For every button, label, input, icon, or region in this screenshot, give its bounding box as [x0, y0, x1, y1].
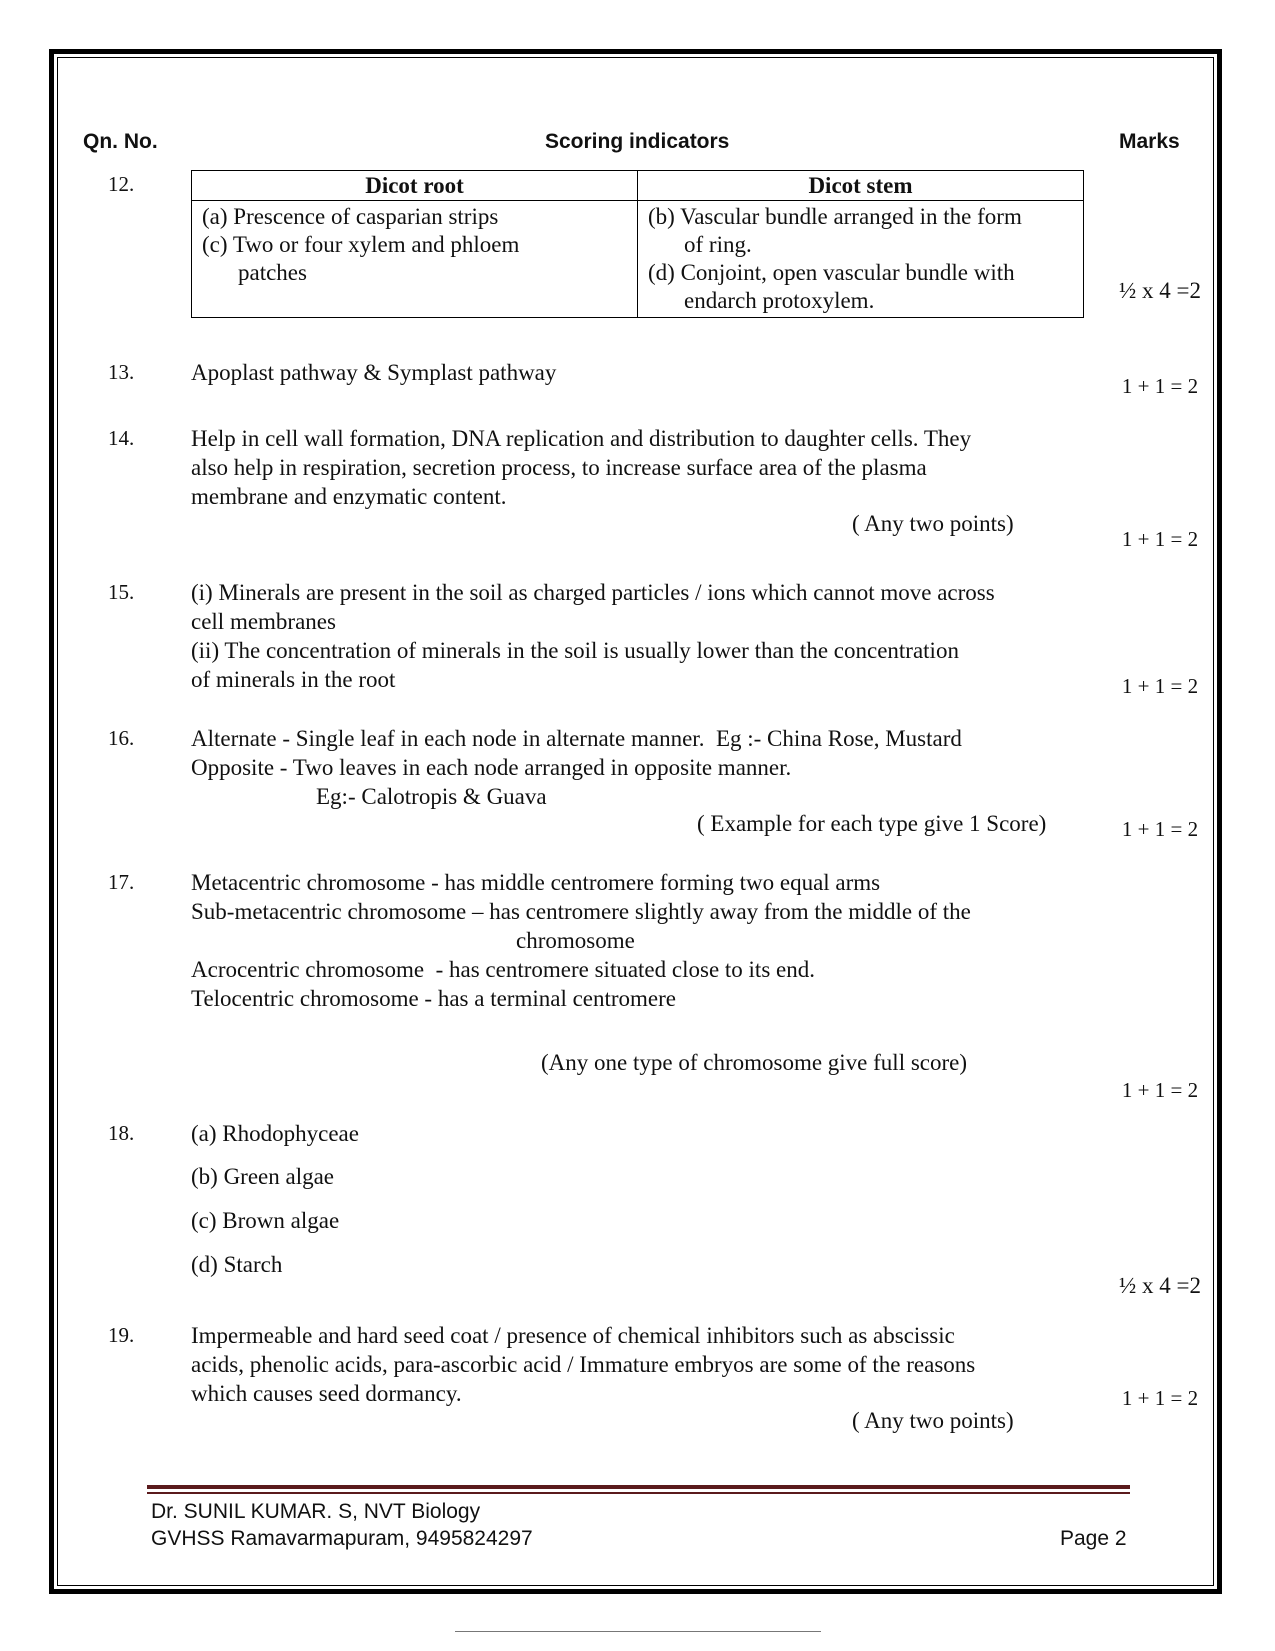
marks-19: 1 + 1 = 2	[1121, 1386, 1199, 1410]
marks-17: 1 + 1 = 2	[1121, 1078, 1199, 1102]
answer-17-line-4: Acrocentric chromosome - has centromere situated close to its end.	[191, 957, 815, 982]
dicot-stem-cell	[638, 201, 1084, 318]
dicot-comparison-table	[191, 170, 1084, 318]
answer-19-line-1: Impermeable and hard seed coat / presence of chemical inhibitors such as abscissic	[191, 1323, 955, 1348]
qn-no-header: Qn. No.	[83, 130, 158, 153]
note-14: ( Any two points)	[852, 511, 1014, 536]
cell-line: patches	[238, 260, 307, 285]
cell-line: (d) Conjoint, open vascular bundle with	[648, 260, 1015, 285]
answer-16-line-1: Alternate - Single leaf in each node in alternate manner. Eg :- China Rose, Mustard	[191, 726, 962, 751]
answer-17-line-5: Telocentric chromosome - has a terminal centromere	[191, 986, 677, 1011]
cell-line: (c) Two or four xylem and phloem	[202, 232, 520, 257]
question-number-19: 19.	[108, 1323, 135, 1347]
marks-18: ½ x 4 =2	[1119, 1273, 1201, 1298]
table-header-dicot-root: Dicot root	[192, 171, 638, 201]
question-number-16: 16.	[108, 726, 135, 750]
footer-rule-thin	[147, 1492, 1130, 1494]
question-number-15: 15.	[108, 580, 135, 604]
answer-18-item-b: (b) Green algae	[191, 1164, 335, 1189]
answer-16-line-2: Opposite - Two leaves in each node arranged in opposite manner.	[191, 755, 792, 780]
cell-line: endarch protoxylem.	[684, 288, 875, 313]
scoring-indicators-header: Scoring indicators	[545, 130, 730, 153]
answer-19-line-3: which causes seed dormancy.	[191, 1381, 462, 1406]
answer-14-line-3: membrane and enzymatic content.	[191, 484, 507, 509]
question-number-13: 13.	[108, 360, 135, 384]
answer-16-line-3: Eg:- Calotropis & Guava	[316, 784, 547, 809]
answer-15-line-4: of minerals in the root	[191, 667, 396, 692]
answer-18-item-a: (a) Rhodophyceae	[191, 1121, 359, 1146]
answer-17-line-2: Sub-metacentric chromosome – has centromere slightly away from the middle of the	[191, 899, 971, 924]
footer-school: GVHSS Ramavarmapuram, 9495824297	[151, 1527, 533, 1550]
note-19: ( Any two points)	[852, 1408, 1014, 1433]
question-number-17: 17.	[108, 870, 135, 894]
answer-17-line-1: Metacentric chromosome - has middle centromere forming two equal arms	[191, 870, 881, 895]
table-header-dicot-stem: Dicot stem	[638, 171, 1084, 201]
cell-line: (b) Vascular bundle arranged in the form	[648, 204, 1022, 229]
answer-15-line-3: (ii) The concentration of minerals in the soil is usually lower than the concentration	[191, 638, 959, 663]
marks-header: Marks	[1119, 130, 1180, 153]
bottom-divider	[455, 1631, 821, 1632]
marks-16: 1 + 1 = 2	[1121, 817, 1199, 841]
note-16: ( Example for each type give 1 Score)	[697, 811, 1047, 836]
cell-line: (a) Prescence of casparian strips	[202, 204, 499, 229]
answer-17-line-3: chromosome	[516, 928, 635, 953]
question-number-18: 18.	[108, 1121, 135, 1145]
dicot-root-cell	[192, 201, 638, 318]
answer-14-line-1: Help in cell wall formation, DNA replication and distribution to daughter cells. They	[191, 426, 972, 451]
answer-18-item-d: (d) Starch	[191, 1252, 283, 1277]
marks-14: 1 + 1 = 2	[1121, 527, 1199, 551]
answer-18-item-c: (c) Brown algae	[191, 1208, 340, 1233]
footer-rule-thick	[147, 1485, 1130, 1489]
marks-12: ½ x 4 =2	[1119, 278, 1201, 303]
marks-15: 1 + 1 = 2	[1121, 674, 1199, 698]
question-number-14: 14.	[108, 426, 135, 450]
footer-author: Dr. SUNIL KUMAR. S, NVT Biology	[151, 1500, 481, 1523]
cell-line: of ring.	[684, 232, 752, 257]
note-17: (Any one type of chromosome give full score)	[541, 1050, 968, 1075]
answer-15-line-1: (i) Minerals are present in the soil as charged particles / ions which cannot move across	[191, 580, 995, 605]
footer-page-number: Page 2	[1060, 1527, 1127, 1550]
question-number-12: 12.	[108, 172, 135, 196]
answer-19-line-2: acids, phenolic acids, para-ascorbic acid / Immature embryos are some of the reasons	[191, 1352, 976, 1377]
answer-14-line-2: also help in respiration, secretion process, to increase surface area of the plasma	[191, 455, 927, 480]
answer-13: Apoplast pathway & Symplast pathway	[191, 360, 557, 385]
marks-13: 1 + 1 = 2	[1121, 374, 1199, 398]
answer-15-line-2: cell membranes	[191, 609, 336, 634]
